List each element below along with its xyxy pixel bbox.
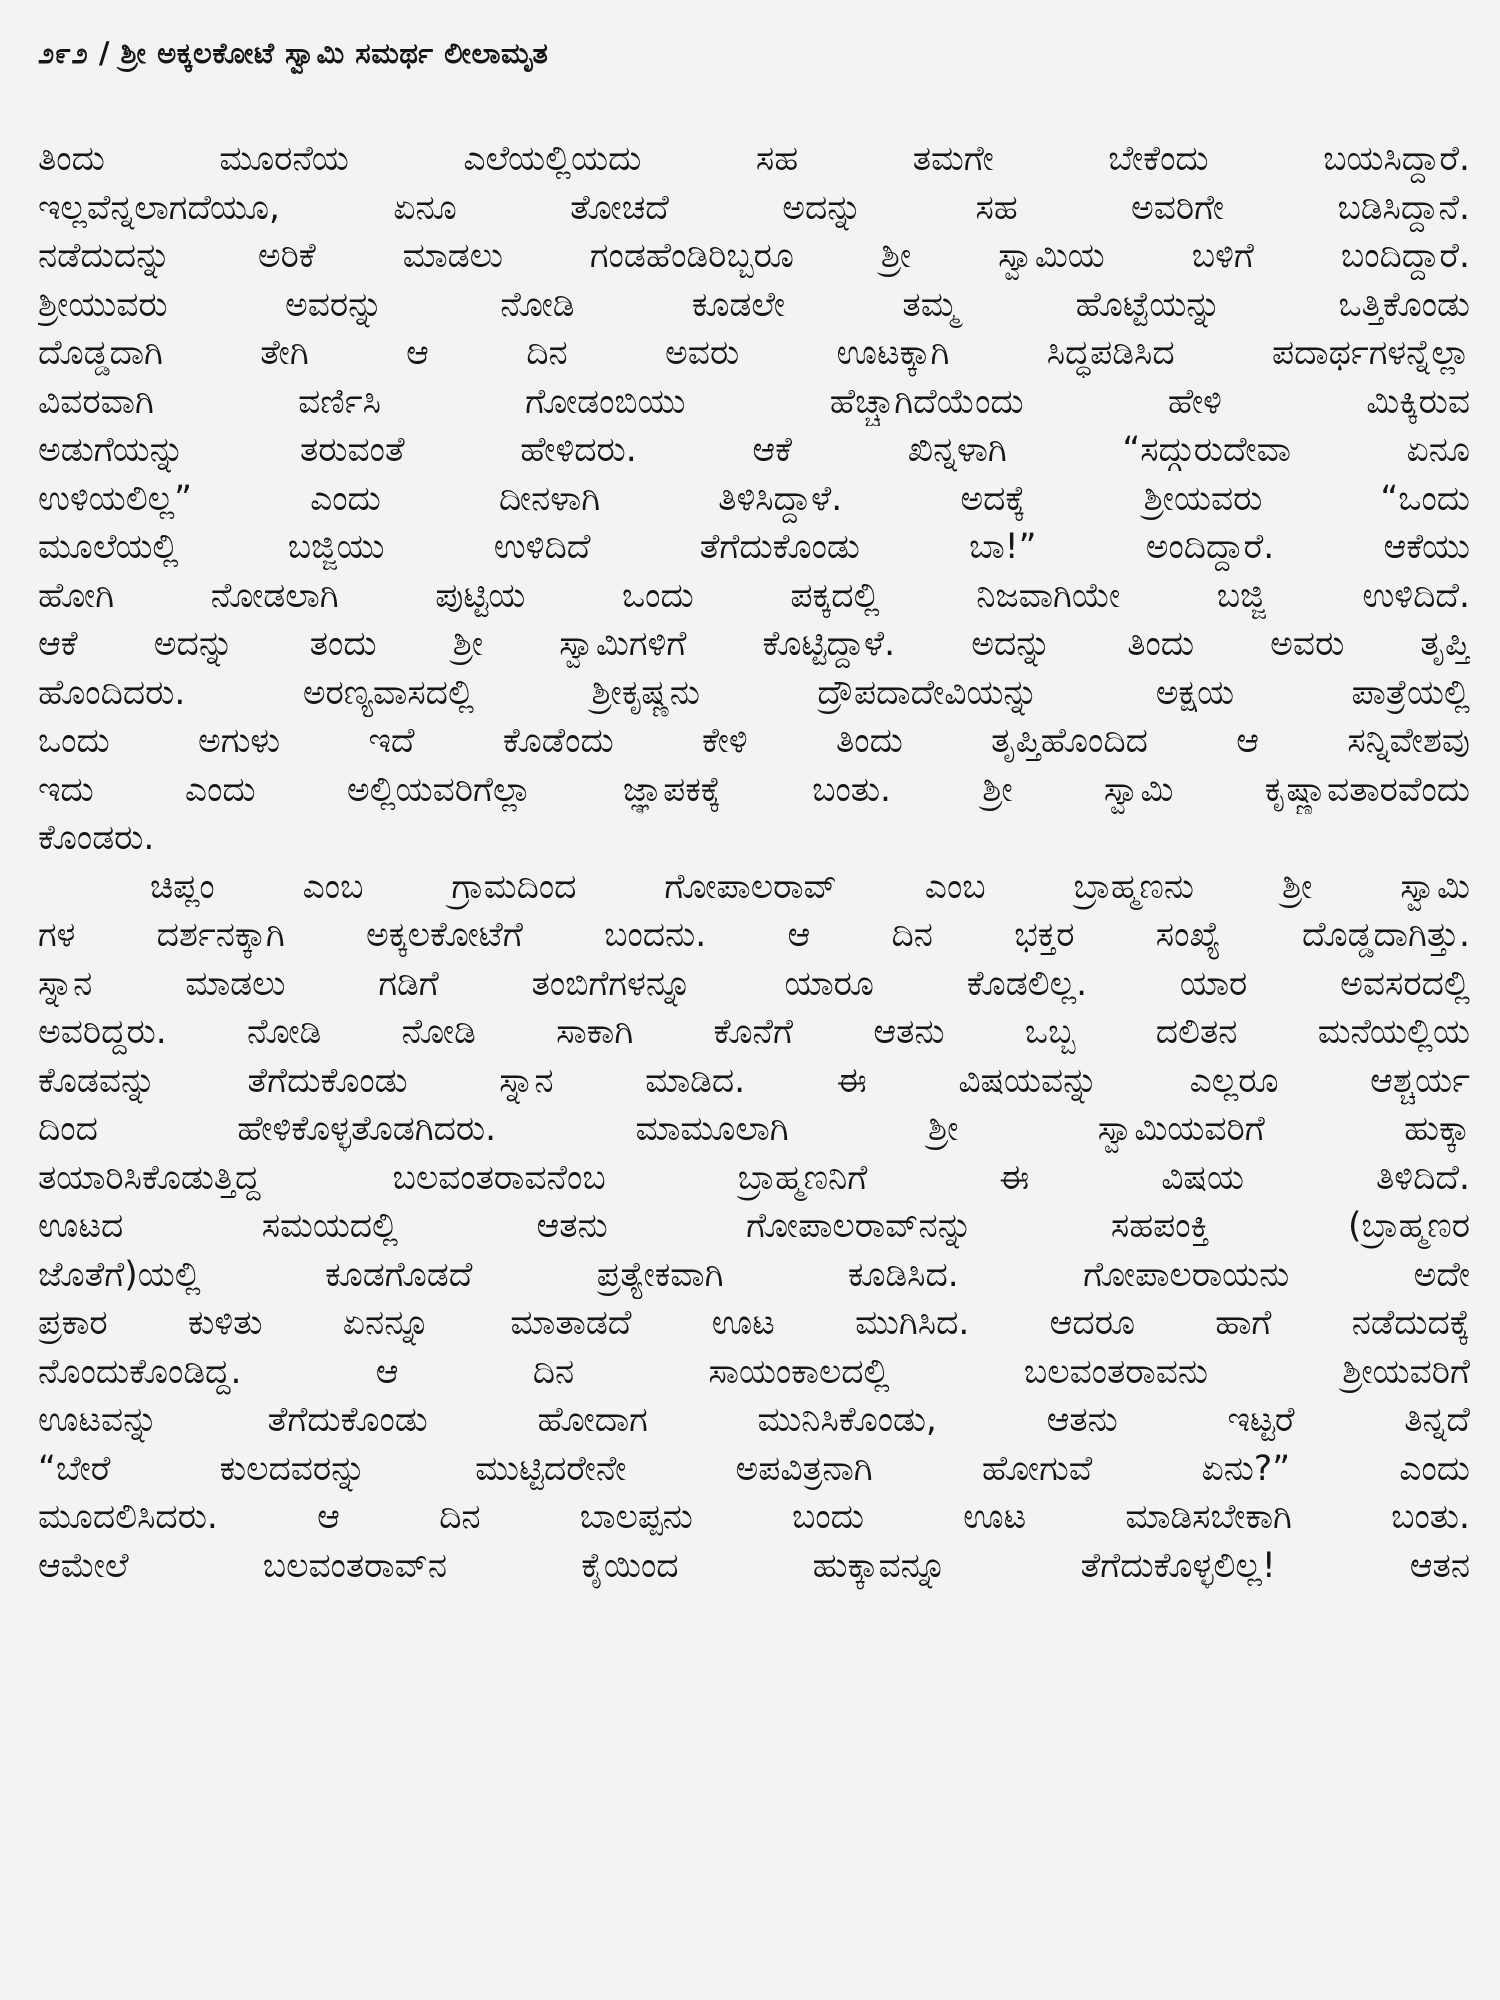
paragraph-2 [38,863,1470,1591]
text-line: “ಬೇರೆ ಕುಲದವರನ್ನು ಮುಟ್ಟಿದರೇನೇ ಅಪವಿತ್ರನಾಗಿ ಹೋಗುವೆ ಏನು?” ಎಂದು [38,1448,1470,1489]
text-line: ಕೊಂಡರು. [38,818,155,858]
text-line: ಉಳಿಯಲಿಲ್ಲ” ಎಂದು ದೀನಳಾಗಿ ತಿಳಿಸಿದ್ದಾಳೆ. ಅದಕ್ಕೆ ಶ್ರೀಯವರು “ಒಂದು [38,478,1470,519]
text-line: ಸ್ನಾನ ಮಾಡಲು ಗಡಿಗೆ ತಂಬಿಗೆಗಳನ್ನೂ ಯಾರೂ ಕೊಡಲಿಲ್ಲ. ಯಾರ ಅವಸರದಲ್ಲಿ [38,963,1470,1004]
text-line: ಹೊಂದಿದರು. ಅರಣ್ಯವಾಸದಲ್ಲಿ ಶ್ರೀಕೃಷ್ಣನು ದ್ರೌಪದಾದೇವಿಯನ್ನು ಅಕ್ಷಯ ಪಾತ್ರೆಯಲ್ಲಿ [38,672,1470,713]
text-line: ಇದು ಎಂದು ಅಲ್ಲಿಯವರಿಗೆಲ್ಲಾ ಜ್ಞಾಪಕಕ್ಕೆ ಬಂತು. ಶ್ರೀ ಸ್ವಾಮಿ ಕೃಷ್ಣಾವತಾರವೆಂದು [38,769,1470,810]
text-line: ಗಳ ದರ್ಶನಕ್ಕಾಗಿ ಅಕ್ಕಲಕೋಟೆಗೆ ಬಂದನು. ಆ ದಿನ ಭಕ್ತರ ಸಂಖ್ಯೆ ದೊಡ್ಡದಾಗಿತ್ತು. [38,915,1470,955]
paragraph-1 [38,135,1470,863]
text-line: ಕೊಡವನ್ನು ತೆಗೆದುಕೊಂಡು ಸ್ನಾನ ಮಾಡಿದ. ಈ ವಿಷಯವನ್ನು ಎಲ್ಲರೂ ಆಶ್ಚರ್ಯ [38,1060,1470,1101]
body-text [38,135,1470,1590]
text-line: ಮೂದಲಿಸಿದರು. ಆ ದಿನ ಬಾಲಪ್ಪನು ಬಂದು ಊಟ ಮಾಡಿಸಬೇಕಾಗಿ ಬಂತು. [38,1497,1470,1537]
text-line: ಹೋಗಿ ನೋಡಲಾಗಿ ಪುಟ್ಟಿಯ ಒಂದು ಪಕ್ಕದಲ್ಲಿ ನಿಜವಾಗಿಯೇ ಬಜ್ಜಿ ಉಳಿದಿದೆ. [38,575,1470,616]
text-line: ಮೂಲೆಯಲ್ಲಿ ಬಜ್ಜಿಯು ಉಳಿದಿದೆ ತೆಗೆದುಕೊಂಡು ಬಾ!” ಅಂದಿದ್ದಾರೆ. ಆಕೆಯು [38,527,1470,567]
text-line: ತಿಂದು ಮೂರನೆಯ ಎಲೆಯಲ್ಲಿಯದು ಸಹ ತಮಗೇ ಬೇಕೆಂದು ಬಯಸಿದ್ದಾರೆ. [38,139,1470,179]
text-line: ನಡೆದುದನ್ನು ಅರಿಕೆ ಮಾಡಲು ಗಂಡಹೆಂಡಿರಿಬ್ಬರೂ ಶ್ರೀ ಸ್ವಾಮಿಯ ಬಳಿಗೆ ಬಂದಿದ್ದಾರೆ. [38,236,1470,276]
text-line: ತಯಾರಿಸಿಕೊಡುತ್ತಿದ್ದ ಬಲವಂತರಾವನೆಂಬ ಬ್ರಾಹ್ಮಣನಿಗೆ ಈ ವಿಷಯ ತಿಳಿದಿದೆ. [38,1157,1470,1198]
text-line: ಊಟದ ಸಮಯದಲ್ಲಿ ಆತನು ಗೋಪಾಲರಾವ್‌ನನ್ನು ಸಹಪಂಕ್ತಿ (ಬ್ರಾಹ್ಮಣರ [38,1206,1470,1246]
text-line: ಒಂದು ಅಗುಳು ಇದೆ ಕೊಡೆಂದು ಕೇಳಿ ತಿಂದು ತೃಪ್ತಿಹೊಂದಿದ ಆ ಸನ್ನಿವೇಶವು [38,721,1470,761]
text-line: ಇಲ್ಲವೆನ್ನಲಾಗದೆಯೂ, ಏನೂ ತೋಚದೆ ಅದನ್ನು ಸಹ ಅವರಿಗೇ ಬಡಿಸಿದ್ದಾನೆ. [38,187,1470,228]
text-line: ನೊಂದುಕೊಂಡಿದ್ದ. ಆ ದಿನ ಸಾಯಂಕಾಲದಲ್ಲಿ ಬಲವಂತರಾವನು ಶ್ರೀಯವರಿಗೆ [38,1351,1470,1392]
text-line: ಆಕೆ ಅದನ್ನು ತಂದು ಶ್ರೀ ಸ್ವಾಮಿಗಳಿಗೆ ಕೊಟ್ಟಿದ್ದಾಳೆ. ಅದನ್ನು ತಿಂದು ಅವರು ತೃಪ್ತಿ [38,624,1470,664]
text-line: ವಿವರವಾಗಿ ವರ್ಣಿಸಿ ಗೋಡಂಬಿಯು ಹೆಚ್ಚಾಗಿದೆಯೆಂದು ಹೇಳಿ ಮಿಕ್ಕಿರುವ [38,381,1470,422]
text-line: ಅಡುಗೆಯನ್ನು ತರುವಂತೆ ಹೇಳಿದರು. ಆಕೆ ಖಿನ್ನಳಾಗಿ “ಸದ್ಗುರುದೇವಾ ಏನೂ [38,430,1470,470]
text-line: ಆಮೇಲೆ ಬಲವಂತರಾವ್‌ನ ಕೈಯಿಂದ ಹುಕ್ಕಾವನ್ನೂ ತೆಗೆದುಕೊಳ್ಳಲಿಲ್ಲ! ಆತನ [38,1545,1470,1586]
running-header: ೨೯೨ / ಶ್ರೀ ಅಕ್ಕಲಕೋಟೆ ಸ್ವಾಮಿ ಸಮರ್ಥ ಲೀಲಾಮೃತ [38,36,549,70]
text-line: ಅವರಿದ್ದರು. ನೋಡಿ ನೋಡಿ ಸಾಕಾಗಿ ಕೊನೆಗೆ ಆತನು ಒಬ್ಬ ದಲಿತನ ಮನೆಯಲ್ಲಿಯ [38,1012,1470,1052]
text-line: ಶ್ರೀಯುವರು ಅವರನ್ನು ನೋಡಿ ಕೂಡಲೇ ತಮ್ಮ ಹೊಟ್ಟೆಯನ್ನು ಒತ್ತಿಕೊಂಡು [38,284,1470,325]
text-line: ಜೊತೆಗೆ)ಯಲ್ಲಿ ಕೂಡಗೊಡದೆ ಪ್ರತ್ಯೇಕವಾಗಿ ಕೂಡಿಸಿದ. ಗೋಪಾಲರಾಯನು ಅದೇ [38,1254,1470,1295]
text-line: ಪ್ರಕಾರ ಕುಳಿತು ಏನನ್ನೂ ಮಾತಾಡದೆ ಊಟ ಮುಗಿಸಿದ. ಆದರೂ ಹಾಗೆ ನಡೆದುದಕ್ಕೆ [38,1303,1470,1343]
text-line: ದೊಡ್ಡದಾಗಿ ತೇಗಿ ಆ ದಿನ ಅವರು ಊಟಕ್ಕಾಗಿ ಸಿದ್ಧಪಡಿಸಿದ ಪದಾರ್ಥಗಳನ್ನೆಲ್ಲಾ [38,333,1470,373]
text-line: ಚಿಪ್ಲಂ ಎಂಬ ಗ್ರಾಮದಿಂದ ಗೋಪಾಲರಾವ್ ಎಂಬ ಬ್ರಾಹ್ಮಣನು ಶ್ರೀ ಸ್ವಾಮಿ [150,866,1470,907]
text-line: ಊಟವನ್ನು ತೆಗೆದುಕೊಂಡು ಹೋದಾಗ ಮುನಿಸಿಕೊಂಡು, ಆತನು ಇಟ್ಟರೆ ತಿನ್ನದೆ [38,1400,1470,1440]
text-line: ದಿಂದ ಹೇಳಿಕೊಳ್ಳತೊಡಗಿದರು. ಮಾಮೂಲಾಗಿ ಶ್ರೀ ಸ್ವಾಮಿಯವರಿಗೆ ಹುಕ್ಕಾ [38,1109,1470,1149]
